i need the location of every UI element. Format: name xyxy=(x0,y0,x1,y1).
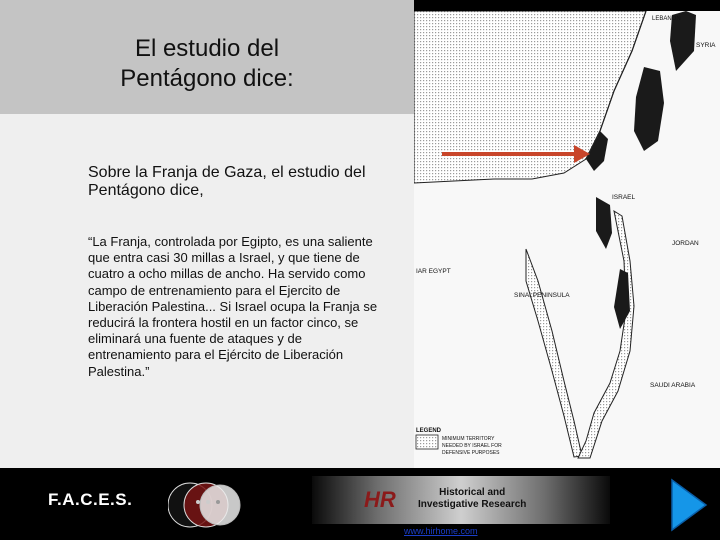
map-frame xyxy=(414,11,720,468)
next-slide-play-icon[interactable] xyxy=(668,478,708,532)
faces-circles-logo-icon xyxy=(168,480,242,530)
pentagon-quote: “La Franja, controlada por Egipto, es una saliente que entra casi 30 millas a Israel, y que tiene de cuatro a ocho millas de ancho. Ha servido como campo de entrenamiento para el Ejercito de Liberación Palestina... Si Israel ocupa la Franja se reducirá la frontera hostil en un factor cinco, se eliminará una fuente de ataques y de entrenamiento para el Ejército de Liberación Palestina.” xyxy=(88,234,378,379)
label-saudi-arabia: SAUDI ARABIA xyxy=(650,382,696,389)
label-lebanon: LEBANON xyxy=(652,16,681,22)
faces-org-label: F.A.C.E.S. xyxy=(48,490,133,509)
label-egypt: IAR EGYPT xyxy=(416,268,451,275)
hir-banner-text xyxy=(418,487,526,511)
hir-banner-line2: Investigative Research xyxy=(418,499,527,510)
sinai-israel-map xyxy=(414,11,720,468)
label-jordan: JORDAN xyxy=(672,240,699,247)
title-band xyxy=(0,0,414,114)
slide-title-line1: El estudio del xyxy=(134,35,280,62)
slide-subtitle: Sobre la Franja de Gaza, el estudio del Pentágono dice, xyxy=(88,164,366,199)
legend-title: LEGEND xyxy=(416,428,442,434)
hir-logo-mark: HR xyxy=(364,487,396,512)
label-syria: SYRIA xyxy=(696,42,716,49)
label-israel: ISRAEL xyxy=(612,194,636,201)
legend-swatch xyxy=(416,435,438,449)
footer-bar xyxy=(0,468,720,540)
body-panel xyxy=(0,114,414,468)
label-sinai: SINAI PENINSULA xyxy=(514,292,570,299)
slide-title xyxy=(0,34,414,94)
slide-title-line2: Pentágono dice: xyxy=(120,65,294,92)
hir-url-link[interactable]: www.hirhome.com xyxy=(404,526,478,536)
legend-line2: NEEDED BY ISRAEL FOR xyxy=(442,443,502,449)
legend-line3: DEFENSIVE PURPOSES xyxy=(442,450,500,456)
legend-line1: MINIMUM TERRITORY xyxy=(442,436,495,442)
hir-banner xyxy=(312,476,610,524)
hir-banner-line1: Historical and xyxy=(439,487,506,498)
